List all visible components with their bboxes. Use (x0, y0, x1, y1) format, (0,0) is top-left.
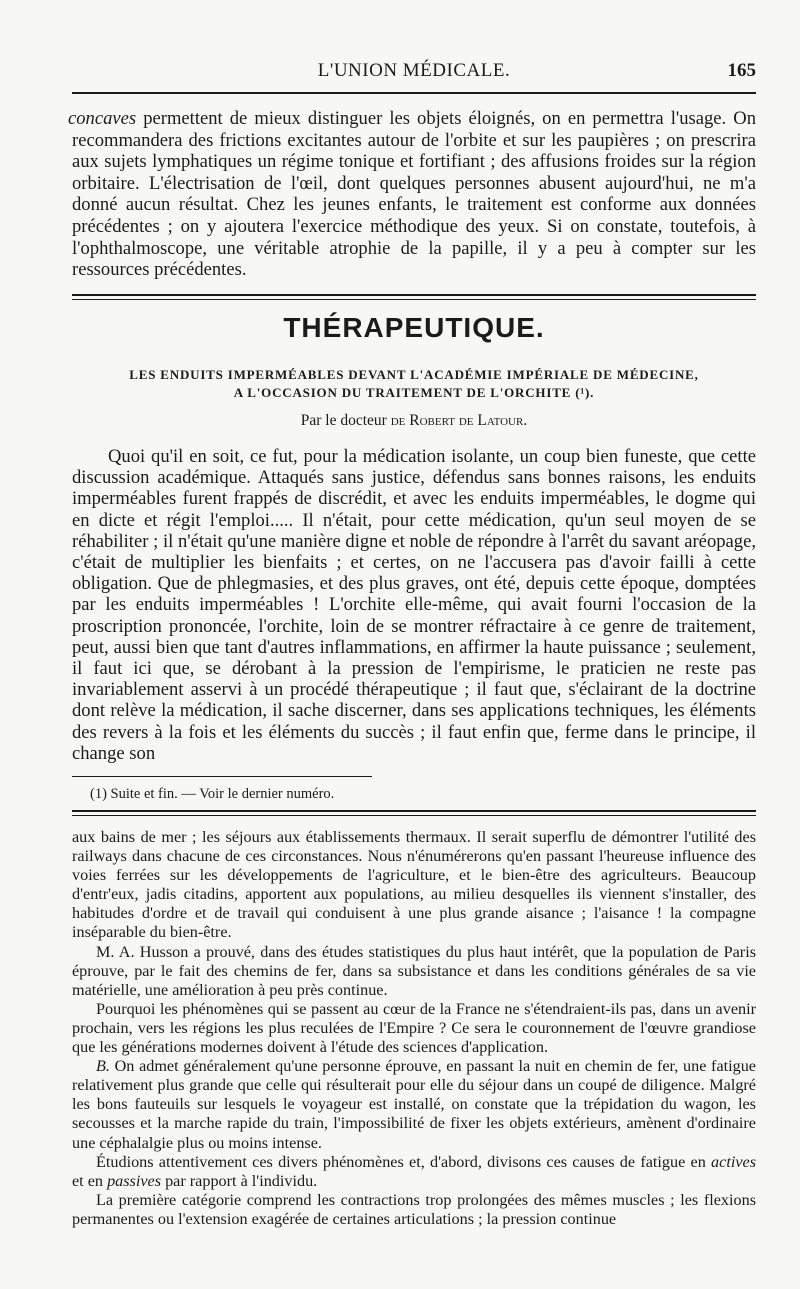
section-rule-top (72, 294, 756, 296)
feuilleton-paragraph: aux bains de mer ; les séjours aux établissements thermaux. Il serait superflu de démontrer l'utilité des railways dans chacune de ces circonstances. Nous n'énumérerons qu'en passant l'heureuse influence des voies ferrées sur les développements de l'agriculture, et le bien-être des agriculteurs. Beaucoup d'entr'eux, jadis citadins, apportent aux populations, au milieu desquelles ils viennent s'installer, des habitudes d'ordre et de travail qui conduisent à une plus grande aisance ; l'aisance ! la compagne inséparable du bien-être. (72, 828, 756, 942)
feuilleton-text-block (72, 828, 756, 1229)
journal-title: L'UNION MÉDICALE. (317, 60, 511, 81)
feuilleton-paragraph: La première catégorie comprend les contractions trop prolongées des mêmes muscles ; les flexions permanentes ou l'extension exagérée de certaines articulations ; la pression continue (72, 1190, 756, 1228)
feuilleton-paragraph: Pourquoi les phénomènes qui se passent au cœur de la France ne s'étendraient-ils pas, dans un avenir prochain, vers les régions les plus reculées de l'Empire ? Ce sera le couronnement de l'œuvre grandiose que les générations modernes doivent à l'étude des sciences d'application. (72, 999, 756, 1057)
feuilleton-rule-bottom (72, 815, 756, 816)
intro-lead-word: concaves (68, 108, 137, 129)
article-text-block (72, 446, 756, 764)
feuilleton-rule-top (72, 810, 756, 812)
italic-term: passives (107, 1171, 162, 1190)
article-paragraph: Quoi qu'il en soit, ce fut, pour la médication isolante, un coup bien funeste, que cette discussion académique. Attaqués sans justice, défendus sans bonnes raisons, les enduits imperméables furent frappés de discrédit, et avec les enduits imperméables, le dogme qui en dicte et régit l'emploi..... Il n'était, pour cette médication, qu'un seul moyen de se réhabiliter ; il n'était qu'une manière digne et noble de répondre à l'arrêt du savant aréopage, c'était de multiplier les bienfaits ; et certes, on ne l'accusera pas d'avoir failli à cette obligation. Que de phlegmasies, et des plus graves, ont été, depuis cette époque, domptées par les enduits imperméables ! L'orchite elle-même, qui avait fourni l'occasion de la proscription prononcée, l'orchite, loin de se montrer réfractaire à ce genre de traitement, peut, aussi bien que tant d'autres inflammations, en affirmer la haute puissance ; seulement, il faut ici que, se dérobant à la pression de l'empirisme, le praticien ne reste pas invariablement asservi à un procédé thérapeutique ; il faut que, s'éclairant de la doctrine dont relève la médication, il sache discerner, dans ses applications techniques, les éléments des revers à la fois et les éléments du succès ; il faut enfin que, ferme dans le principe, il change son (72, 446, 756, 764)
intro-paragraph (68, 108, 756, 281)
author-name: de Robert de Latour. (390, 412, 528, 429)
intro-text-block (68, 108, 756, 281)
paragraph-body: Étudions attentivement ces divers phénomènes et, d'abord, divisons ces causes de fatigue en (96, 1152, 712, 1171)
section-rule-bottom (72, 299, 756, 300)
header-rule (72, 92, 756, 94)
article-title-line1: LES ENDUITS IMPERMÉABLES DEVANT L'ACADÉMIE IMPÉRIALE DE MÉDECINE, (129, 367, 699, 382)
paragraph-lead-letter: B. (96, 1057, 110, 1076)
section-heading: THÉRAPEUTIQUE. (283, 312, 545, 343)
feuilleton-paragraph: M. A. Husson a prouvé, dans des études statistiques du plus haut intérêt, que la population de Paris éprouve, par le fait des chemins de fer, dans sa subsistance et dans les conditions générales de sa vie matérielle, une amélioration à peu près continue. (72, 942, 756, 999)
intro-body: permettent de mieux distinguer les objets éloignés, on en permettra l'usage. On recommandera des frictions excitantes autour de l'orbite et sur les paupières ; on prescrira aux sujets lymphatiques un régime tonique et fortifiant ; des affusions froides sur la région orbitaire. L'électrisation de l'œil, dont quelques personnes abusent aujourd'hui, ne m'a donné aucun résultat. Chez les jeunes enfants, le traitement est conforme aux données précédentes ; on y ajoutera l'exercice méthodique des yeux. Si on constate, toutefois, à l'ophthalmoscope, une véritable atrophie de la papille, il y a peu à compter sur les ressources précédentes. (72, 108, 756, 281)
author-prefix: Par le docteur (300, 412, 391, 429)
feuilleton-paragraph (72, 1153, 756, 1191)
italic-term: actives (711, 1152, 756, 1171)
paragraph-body: On admet généralement qu'une personne éprouve, en passant la nuit en chemin de fer, une fatigue relativement plus grande que celle qui résulterait pour elle du séjour dans un coupé de diligence. Malgré les bons fauteuils sur lesquels le voyageur est installé, on constate que la trépidation du wagon, les secousses et la marche rapide du train, l'impossibilité de fixer les objets extérieurs, amènent d'ordinaire une céphalalgie plus ou moins intense. (72, 1057, 756, 1152)
running-header (72, 60, 756, 84)
page-number: 165 (727, 60, 756, 81)
article-author (72, 412, 756, 430)
footnote-rule (72, 776, 372, 777)
article-title-line2: A L'OCCASION DU TRAITEMENT DE L'ORCHITE (¹). (233, 385, 595, 400)
paragraph-body: et en (72, 1171, 108, 1190)
footnote: (1) Suite et fin. — Voir le dernier numéro. (90, 786, 335, 802)
feuilleton-paragraph (72, 1057, 756, 1152)
paragraph-body: par rapport à l'individu. (161, 1171, 318, 1190)
